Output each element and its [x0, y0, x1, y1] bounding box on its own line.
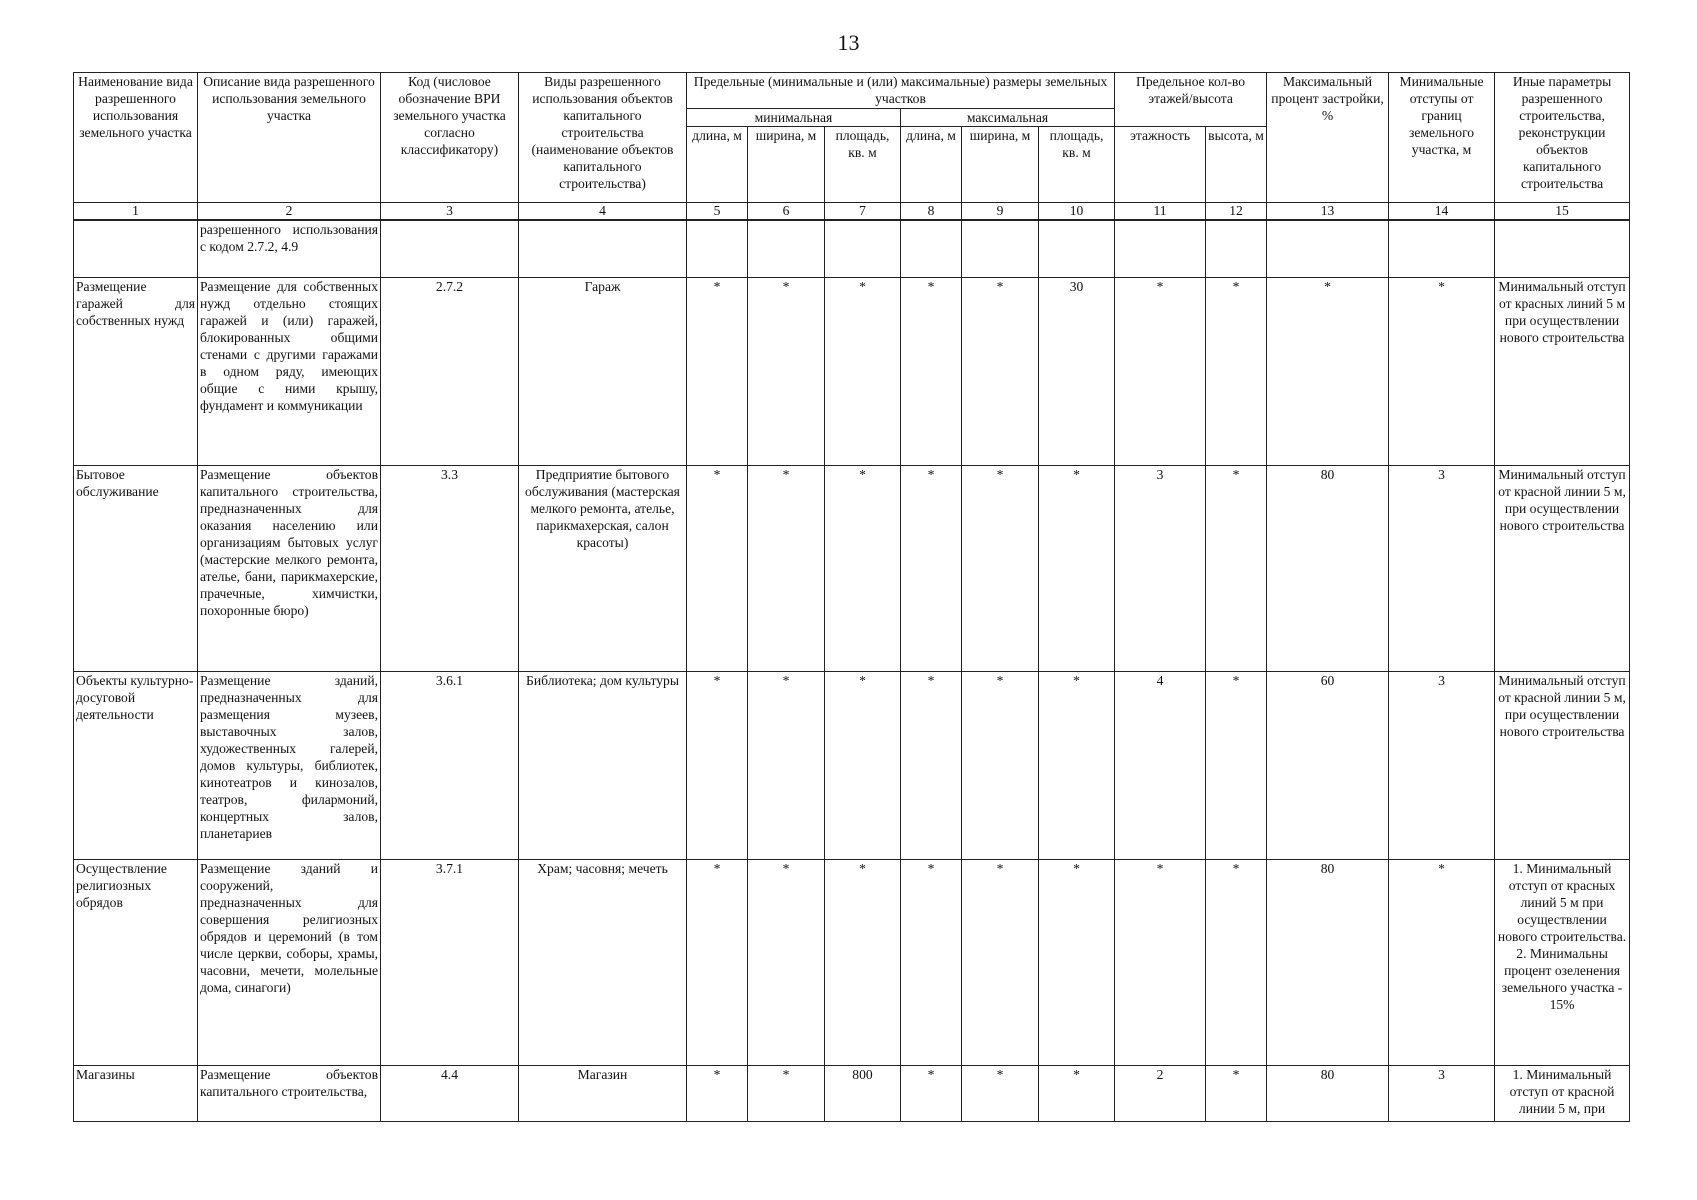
column-number: 3	[381, 203, 519, 220]
cell-min-width: *	[748, 1066, 825, 1122]
cell-max-area: *	[1039, 860, 1115, 1066]
cell-objects	[519, 220, 687, 278]
table-row	[74, 220, 1630, 278]
cell-description: Размещение объектов капитального строительства,	[198, 1066, 381, 1122]
header-max-width: ширина, м	[962, 127, 1039, 203]
header-object-types: Виды разрешенного использования объектов капитального строительства (наименование объектов капитального строительства)	[519, 73, 687, 203]
cell-description: Размещение зданий, предназначенных для размещения музеев, выставочных залов, художественных галерей, домов культуры, библиотек, кинотеатров и кинозалов, театров, филармоний, концертных залов, планетариев	[198, 672, 381, 860]
cell-max-length: *	[901, 860, 962, 1066]
cell-floors: 2	[1115, 1066, 1206, 1122]
cell-coverage: *	[1267, 278, 1389, 466]
cell-objects: Гараж	[519, 278, 687, 466]
cell-coverage: 80	[1267, 860, 1389, 1066]
column-number: 9	[962, 203, 1039, 220]
cell-min-length: *	[687, 672, 748, 860]
cell-setback: 3	[1389, 466, 1495, 672]
cell-description: Размещение зданий и сооружений, предназначенных для совершения религиозных обрядов и церемоний (в том числе церкви, соборы, храмы, часовни, мечети, молельные дома, синагоги)	[198, 860, 381, 1066]
cell-coverage: 80	[1267, 1066, 1389, 1122]
cell-height: *	[1206, 860, 1267, 1066]
column-number-row	[74, 203, 1630, 220]
cell-max-width: *	[962, 466, 1039, 672]
column-number: 13	[1267, 203, 1389, 220]
cell-min-area	[825, 220, 901, 278]
cell-min-width: *	[748, 860, 825, 1066]
cell-coverage	[1267, 220, 1389, 278]
cell-use-name: Объекты культурно-досуговой деятельности	[74, 672, 198, 860]
column-number: 1	[74, 203, 198, 220]
page-number: 13	[837, 30, 860, 55]
cell-min-width	[748, 220, 825, 278]
cell-height: *	[1206, 466, 1267, 672]
table-row	[74, 672, 1630, 860]
cell-max-width: *	[962, 278, 1039, 466]
cell-code	[381, 220, 519, 278]
column-number: 12	[1206, 203, 1267, 220]
cell-use-name: Магазины	[74, 1066, 198, 1122]
cell-max-length: *	[901, 1066, 962, 1122]
cell-setback: *	[1389, 278, 1495, 466]
header-max: максимальная	[901, 109, 1115, 127]
cell-max-length	[901, 220, 962, 278]
table-row	[74, 278, 1630, 466]
cell-description: разрешенного использования с кодом 2.7.2, 4.9	[198, 220, 381, 278]
column-number: 2	[198, 203, 381, 220]
cell-floors: *	[1115, 860, 1206, 1066]
cell-min-area: *	[825, 672, 901, 860]
header-other-params: Иные параметры разрешенного строительства, реконструкции объектов капитального строительства	[1495, 73, 1630, 203]
cell-max-width: *	[962, 1066, 1039, 1122]
cell-description: Размещение объектов капитального строительства, предназначенных для оказания населению или организациям бытовых услуг (мастерские мелкого ремонта, ателье, бани, парикмахерские, прачечные, химчистки, похоронные бюро)	[198, 466, 381, 672]
cell-max-length: *	[901, 672, 962, 860]
cell-min-width: *	[748, 672, 825, 860]
cell-floors: *	[1115, 278, 1206, 466]
table-row	[74, 466, 1630, 672]
header-min-area: площадь, кв. м	[825, 127, 901, 203]
cell-max-width: *	[962, 860, 1039, 1066]
column-number: 6	[748, 203, 825, 220]
cell-max-length: *	[901, 466, 962, 672]
header-height: высота, м	[1206, 127, 1267, 203]
cell-max-width	[962, 220, 1039, 278]
cell-use-name: Размещение гаражей для собственных нужд	[74, 278, 198, 466]
cell-code: 3.7.1	[381, 860, 519, 1066]
table-row	[74, 860, 1630, 1066]
cell-setback: 3	[1389, 1066, 1495, 1122]
cell-other: 1. Минимальный отступ от красных линий 5 м при осуществлении нового строительства. 2. Минимальны процент озеленения земельного участка - 15%	[1495, 860, 1630, 1066]
header-description: Описание вида разрешенного использования земельного участка	[198, 73, 381, 203]
cell-objects: Библиотека; дом культуры	[519, 672, 687, 860]
header-max-length: длина, м	[901, 127, 962, 203]
column-number: 8	[901, 203, 962, 220]
cell-min-area: 800	[825, 1066, 901, 1122]
cell-use-name	[74, 220, 198, 278]
cell-code: 2.7.2	[381, 278, 519, 466]
cell-setback: *	[1389, 860, 1495, 1066]
header-floors-height: Предельное кол-во этажей/высота	[1115, 73, 1267, 127]
column-number: 7	[825, 203, 901, 220]
cell-other: Минимальный отступ от красной линии 5 м, при осуществлении нового строительства	[1495, 466, 1630, 672]
cell-min-area: *	[825, 466, 901, 672]
table-header	[74, 73, 1630, 220]
cell-min-length	[687, 220, 748, 278]
column-number: 15	[1495, 203, 1630, 220]
cell-max-area: *	[1039, 1066, 1115, 1122]
table-row	[74, 1066, 1630, 1122]
column-number: 10	[1039, 203, 1115, 220]
cell-other: Минимальный отступ от красной линии 5 м, при осуществлении нового строительства	[1495, 672, 1630, 860]
header-use-name: Наименование вида разрешенного использования земельного участка	[74, 73, 198, 203]
header-max-coverage: Максимальный процент застройки, %	[1267, 73, 1389, 203]
cell-min-width: *	[748, 466, 825, 672]
cell-max-area	[1039, 220, 1115, 278]
header-max-area: площадь, кв. м	[1039, 127, 1115, 203]
cell-other	[1495, 220, 1630, 278]
header-min-setback: Минимальные отступы от границ земельного участка, м	[1389, 73, 1495, 203]
land-use-table	[73, 72, 1630, 1122]
cell-objects: Магазин	[519, 1066, 687, 1122]
cell-max-area: *	[1039, 672, 1115, 860]
cell-use-name: Осуществление религиозных обрядов	[74, 860, 198, 1066]
cell-floors: 4	[1115, 672, 1206, 860]
column-number: 14	[1389, 203, 1495, 220]
header-floors: этажность	[1115, 127, 1206, 203]
cell-height	[1206, 220, 1267, 278]
column-number: 4	[519, 203, 687, 220]
cell-height: *	[1206, 672, 1267, 860]
cell-min-length: *	[687, 860, 748, 1066]
column-number: 11	[1115, 203, 1206, 220]
cell-min-area: *	[825, 860, 901, 1066]
cell-other: 1. Минимальный отступ от красной линии 5 м, при	[1495, 1066, 1630, 1122]
cell-min-length: *	[687, 466, 748, 672]
cell-setback: 3	[1389, 672, 1495, 860]
cell-code: 4.4	[381, 1066, 519, 1122]
cell-max-area: 30	[1039, 278, 1115, 466]
header-min-width: ширина, м	[748, 127, 825, 203]
column-number: 5	[687, 203, 748, 220]
cell-height: *	[1206, 278, 1267, 466]
header-min: минимальная	[687, 109, 901, 127]
cell-height: *	[1206, 1066, 1267, 1122]
cell-max-length: *	[901, 278, 962, 466]
cell-min-width: *	[748, 278, 825, 466]
cell-min-area: *	[825, 278, 901, 466]
header-code: Код (числовое обозначение ВРИ земельного участка согласно классификатору)	[381, 73, 519, 203]
header-min-length: длина, м	[687, 127, 748, 203]
cell-max-width: *	[962, 672, 1039, 860]
header-plot-sizes: Предельные (минимальные и (или) максимальные) размеры земельных участков	[687, 73, 1115, 109]
cell-code: 3.6.1	[381, 672, 519, 860]
cell-objects: Храм; часовня; мечеть	[519, 860, 687, 1066]
cell-coverage: 60	[1267, 672, 1389, 860]
cell-use-name: Бытовое обслуживание	[74, 466, 198, 672]
cell-description: Размещение для собственных нужд отдельно стоящих гаражей и (или) гаражей, блокированных общими стенами с другими гаражами в одном ряду, имеющих общие с ними крышу, фундамент и коммуникации	[198, 278, 381, 466]
cell-min-length: *	[687, 1066, 748, 1122]
cell-setback	[1389, 220, 1495, 278]
table-body	[74, 220, 1630, 1122]
cell-other: Минимальный отступ от красных линий 5 м при осуществлении нового строительства	[1495, 278, 1630, 466]
cell-floors: 3	[1115, 466, 1206, 672]
cell-min-length: *	[687, 278, 748, 466]
cell-code: 3.3	[381, 466, 519, 672]
cell-floors	[1115, 220, 1206, 278]
cell-coverage: 80	[1267, 466, 1389, 672]
cell-max-area: *	[1039, 466, 1115, 672]
cell-objects: Предприятие бытового обслуживания (мастерская мелкого ремонта, ателье, парикмахерская, салон красоты)	[519, 466, 687, 672]
